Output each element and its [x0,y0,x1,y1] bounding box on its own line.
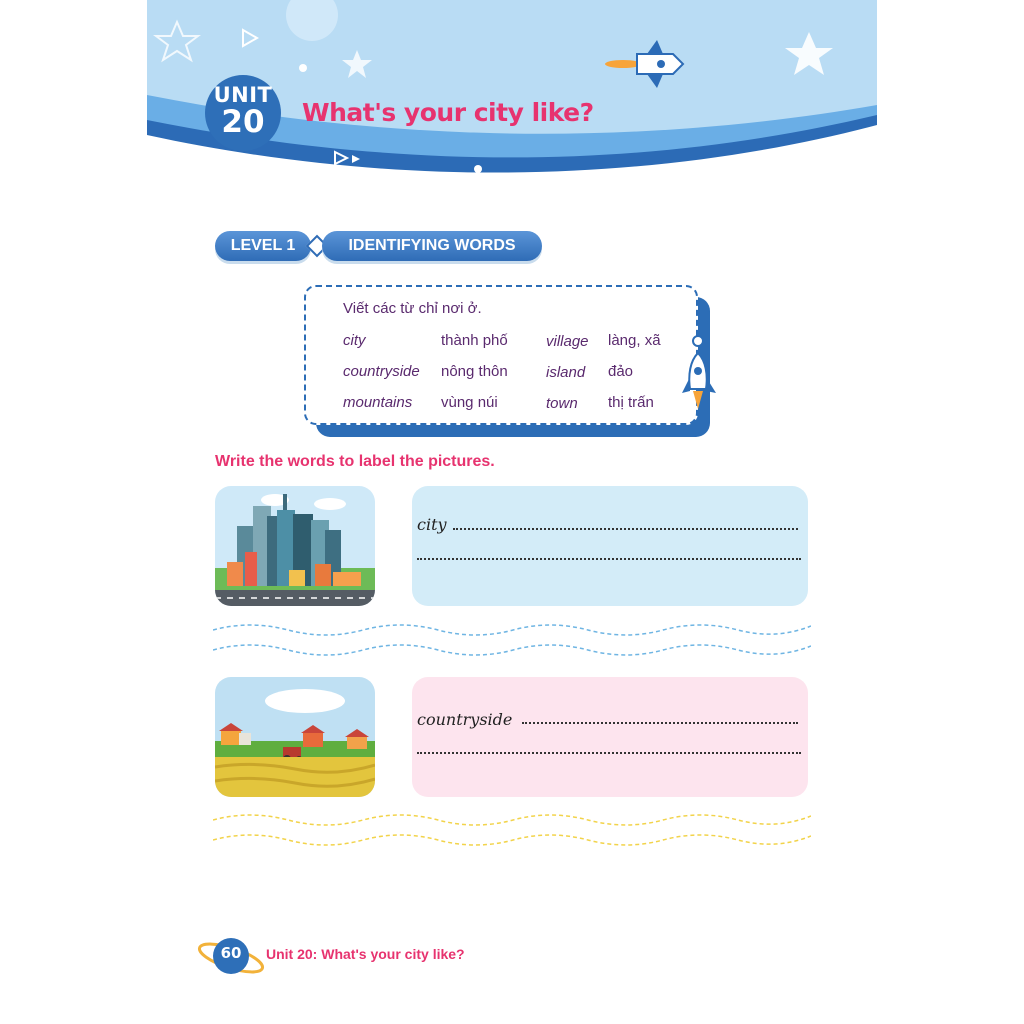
footer-text: Unit 20: What's your city like? [266,946,465,962]
answer-box [412,677,808,797]
vocab-word-en: mountains [343,394,413,411]
level-label: LEVEL 1 [215,231,311,261]
unit-badge [205,75,281,151]
wavy-divider [213,810,811,854]
vocab-word-vi: thị trấn [608,394,654,411]
city-skyline-picture [215,486,375,606]
small-rocket-icon [680,335,720,415]
vocab-word-en: countryside [343,363,420,380]
vocab-word-vi: thành phố [441,332,508,349]
vocab-word-vi: làng, xã [608,332,661,349]
vocab-instruction: Viết các từ chỉ nơi ở. [343,300,482,317]
write-line[interactable] [417,752,801,754]
vocab-word-en: city [343,332,366,349]
exercise-instruction: Write the words to label the pictures. [215,453,495,470]
vocab-word-vi: vùng núi [441,394,498,411]
unit-word: UNIT [213,83,273,107]
vocab-word-vi: đảo [608,363,634,380]
wavy-divider [213,620,811,664]
page-title: What's your city like? [302,98,594,127]
countryside-farm-picture [215,677,375,797]
answer-box [412,486,808,606]
vocab-word-en: town [546,395,578,412]
write-line[interactable] [417,558,801,560]
example-answer: city [417,515,447,534]
vocab-word-en: village [546,333,589,350]
unit-number: 20 [221,104,265,140]
vocab-word-vi: nông thôn [441,363,508,380]
vocab-word-en: island [546,364,586,381]
section-label: IDENTIFYING WORDS [322,231,542,261]
write-line[interactable] [453,528,798,530]
page-number: 60 [220,944,242,962]
write-line[interactable] [522,722,798,724]
example-answer: countryside [417,710,513,729]
